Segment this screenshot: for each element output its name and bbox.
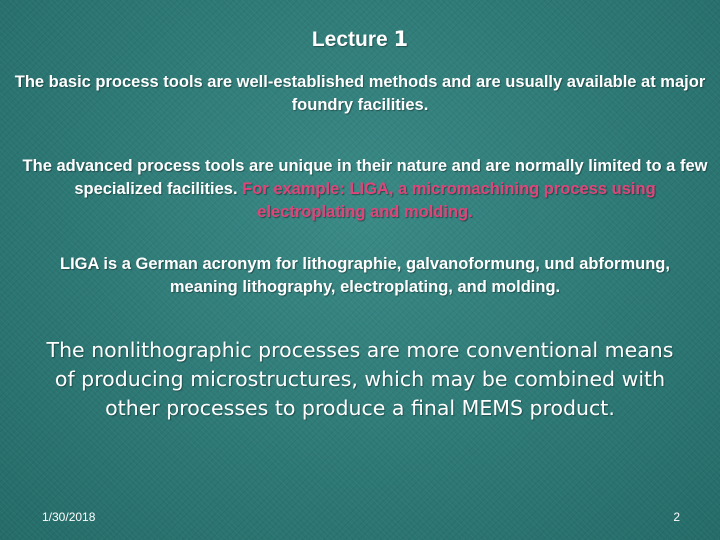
paragraph-basic-tools: The basic process tools are well-established methods and are usually available at major foundry facilities. [14,73,706,114]
paragraph-advanced-tools [20,155,710,224]
slide-title-number: 1 [393,27,409,51]
paragraph-liga-acronym: LIGA is a German acronym for lithographie, galvanoformung, und abformung, meaning lithography, electroplating, and molding. [60,255,670,296]
liga-example-highlight: For example: LIGA, a micromachining process using electroplating and molding. [242,180,656,221]
footer-page-number: 2 [673,510,680,524]
slide-title-text: Lecture [311,28,388,51]
advanced-tools-text: The advanced process tools are unique in their nature and are normally limited to a few specialized facilities. [22,157,708,198]
footer-date: 1/30/2018 [42,510,96,524]
slide-title [0,27,720,52]
paragraph-nonlithographic: The nonlithographic processes are more conventional means of producing microstructures, which may be combined with other processes to produce a final MEMS product. [46,338,674,420]
